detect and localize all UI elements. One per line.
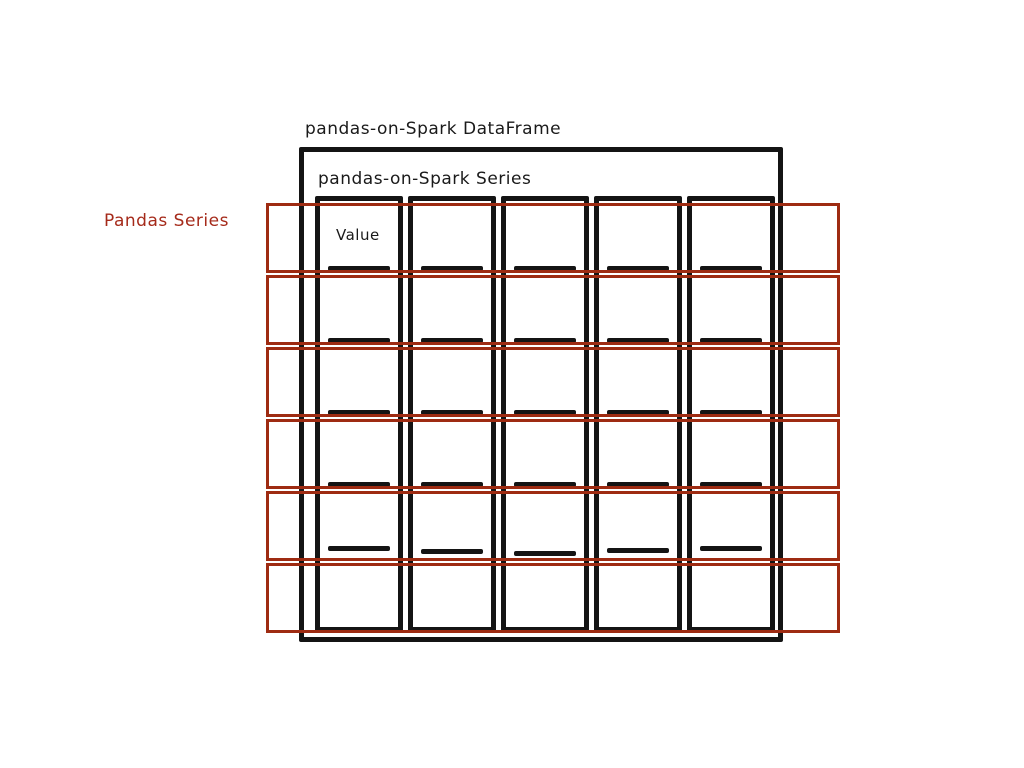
pandas-series-row-3 (266, 347, 840, 417)
dataframe-title-label: pandas-on-Spark DataFrame (305, 119, 562, 139)
series-title-label: pandas-on-Spark Series (318, 169, 532, 189)
pandas-series-row-5 (266, 491, 840, 561)
pandas-series-title-label: Pandas Series (104, 211, 229, 231)
pandas-series-row-4 (266, 419, 840, 489)
value-cell-label: Value (336, 226, 380, 244)
pandas-series-row-2 (266, 275, 840, 345)
pandas-series-row-6 (266, 563, 840, 633)
